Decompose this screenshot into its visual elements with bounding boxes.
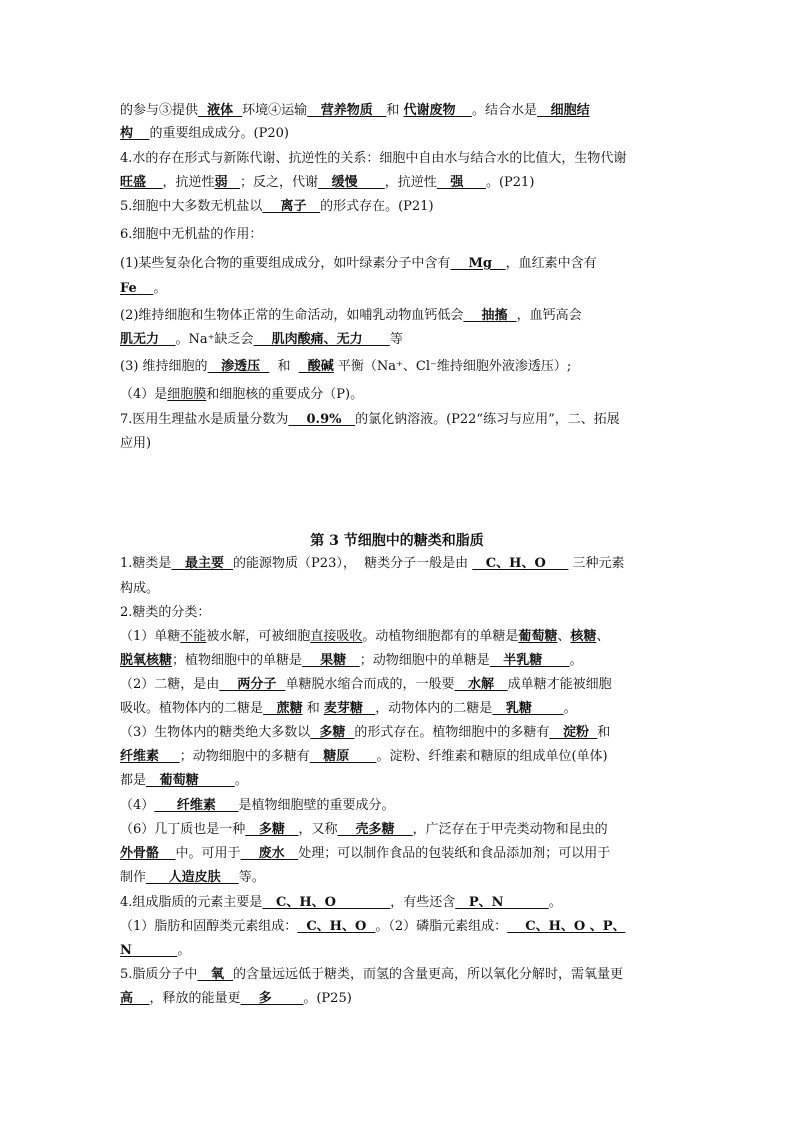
text-segment: ；动物细胞中的单糖是 — [359, 653, 490, 668]
underline-blank — [132, 943, 177, 958]
text-segment: (2)维持细胞和生物体正常的生命活动，如哺乳动物血钙低会 — [120, 308, 464, 323]
text-segment: 4.组成脂质的元素主要是 — [120, 895, 263, 910]
text-segment: ，广泛存在于甲壳类动物和昆虫的 — [412, 822, 608, 837]
answer-blank: 肌无力 — [120, 332, 160, 347]
text-line — [120, 555, 680, 573]
text-line — [120, 797, 680, 815]
answer-blank: 葡萄糖 — [518, 629, 558, 644]
text-line — [120, 966, 680, 984]
text-segment: 。 — [548, 895, 562, 910]
text-segment: 被水解，可被细胞 — [206, 629, 311, 644]
answer-blank: C、H、O — [297, 919, 376, 934]
text-line — [120, 580, 680, 598]
text-segment: （1）单糖 — [120, 629, 181, 644]
answer-blank: 最主要 — [171, 556, 234, 571]
answer-blank: 核糖 — [570, 629, 597, 644]
text-segment: ，抗逆性 — [384, 175, 437, 190]
text-segment: （4） — [120, 798, 155, 813]
text-segment: 。(P25) — [303, 991, 352, 1006]
text-segment: （3）生物体内的糖类绝大多数以 — [120, 725, 311, 740]
underline-blank — [363, 701, 375, 716]
text-line — [120, 280, 680, 298]
answer-blank: 果糖 — [302, 653, 360, 668]
answer-blank: 抽搐 — [463, 308, 517, 323]
text-line — [120, 125, 680, 143]
underline-blank — [455, 103, 472, 118]
text-segment: 是植物细胞壁的重要成分。 — [238, 798, 395, 813]
answer-blank: 两分子 — [219, 677, 286, 692]
answer-blank: 肌肉酸痛、无力 — [253, 332, 390, 347]
text-segment: 1.糖类是 — [120, 556, 172, 571]
answer-blank: 弱 — [214, 175, 228, 190]
text-segment: 。淀粉、纤维素和糖原的组成单位(单体) — [376, 749, 608, 764]
text-segment: 和 — [269, 359, 299, 374]
text-line — [120, 652, 680, 670]
answer-blank: 多糖 — [310, 725, 355, 740]
text-segment: ，血红素中含有 — [505, 256, 597, 271]
answer-blank: P、N — [455, 895, 549, 910]
answer-blank: 废水 — [240, 846, 299, 861]
underline-blank — [228, 175, 240, 190]
underline-blank — [133, 991, 150, 1006]
text-line — [120, 150, 680, 168]
text-line — [120, 676, 680, 694]
text-line — [120, 411, 680, 429]
underline-blank — [133, 126, 150, 141]
underline-blank — [159, 332, 176, 347]
text-segment: 等 — [389, 332, 403, 347]
text-line — [120, 700, 680, 718]
answer-blank: 淀粉 — [549, 725, 589, 740]
underline-blank: 直接吸收 — [310, 629, 363, 644]
text-segment: 中。可用于 — [175, 846, 241, 861]
text-segment: ，释放的能量更 — [149, 991, 241, 1006]
section-title: 第 3 节细胞中的糖类和脂质 — [310, 533, 484, 549]
text-line — [120, 628, 680, 646]
answer-blank: 渗透压 — [207, 359, 270, 374]
text-line — [120, 894, 680, 912]
text-segment: 等。 — [238, 870, 265, 885]
text-segment: 2.糖类的分类： — [120, 605, 211, 620]
text-segment: 的形式存在。植物细胞中的多糖有 — [354, 725, 550, 740]
text-segment: 。 — [234, 773, 248, 788]
text-segment: ，动物体内的二糖是 — [375, 701, 493, 716]
answer-blank: 构 — [120, 126, 134, 141]
text-line — [120, 102, 680, 120]
answer-blank: C、H、O — [262, 895, 391, 910]
text-segment: ；动物细胞中的多糖有 — [179, 749, 310, 764]
text-line — [120, 821, 680, 839]
text-segment: 和 — [597, 725, 611, 740]
text-segment: 7.医用生理盐水是质量分数为 — [120, 412, 289, 427]
text-segment: ，又称 — [298, 822, 338, 837]
text-line — [120, 307, 680, 325]
answer-blank: 外骨骼 — [120, 846, 160, 861]
answer-blank: 强 — [436, 175, 486, 190]
text-segment: 三种元素 — [568, 556, 625, 571]
answer-blank: 多糖 — [245, 822, 299, 837]
text-segment: 构成。 — [120, 581, 160, 596]
underline-blank: 不能 — [180, 629, 207, 644]
answer-blank: C、H、O — [472, 556, 569, 571]
text-segment: 。Na⁺缺乏会 — [175, 332, 254, 347]
answer-blank: 纤维素 — [120, 749, 160, 764]
text-line — [120, 174, 680, 192]
answer-blank: 麦芽糖 — [323, 701, 363, 716]
text-line — [120, 331, 680, 349]
text-segment: 的含量远远低于糖类，而氢的含量更高，所以氧化分解时，需氧量更 — [233, 967, 624, 982]
text-segment: 的重要组成成分。(P20) — [149, 126, 289, 141]
text-segment: 和 — [302, 701, 324, 716]
answer-blank: 营养物质 — [307, 103, 387, 118]
answer-blank: 代谢废物 — [403, 103, 456, 118]
text-segment: ，血钙高会 — [516, 308, 582, 323]
text-line — [120, 990, 680, 1008]
text-line — [120, 226, 680, 244]
text-segment: 应用) — [120, 436, 152, 451]
text-segment: 单糖脱水缩合而成的，一般要 — [285, 677, 455, 692]
text-segment: 。结合水是 — [471, 103, 537, 118]
text-segment: ，有些还含 — [390, 895, 456, 910]
answer-blank: 半乳糖 — [489, 653, 570, 668]
text-segment: 、 — [596, 629, 610, 644]
text-segment: 吸收。植物体内的二糖是 — [120, 701, 264, 716]
text-segment: （1）脂肪和固醇类元素组成： — [120, 919, 298, 934]
answer-blank: 旺盛 — [120, 175, 147, 190]
answer-blank: 液体 — [198, 103, 243, 118]
text-segment: 。 — [177, 943, 191, 958]
text-segment: 制作 — [120, 870, 147, 885]
text-segment: 5.细胞中大多数无机盐以 — [120, 199, 263, 214]
text-segment: 的形式存在。(P21) — [320, 199, 434, 214]
text-segment: 。动植物细胞都有的单糖是 — [362, 629, 519, 644]
answer-blank: 壳多糖 — [337, 822, 413, 837]
answer-blank: C、H、O 、P、 — [507, 919, 626, 934]
text-segment: 的氯化钠溶液。(P22“练习与应用”，二、拓展 — [355, 412, 620, 427]
answer-blank: Mg — [450, 256, 506, 271]
text-segment: （2）二糖，是由 — [120, 677, 220, 692]
text-segment: 和 — [386, 103, 404, 118]
underline-blank: 细胞膜 — [167, 387, 207, 402]
answer-blank: 高 — [120, 991, 134, 1006]
answer-blank: Fe — [120, 281, 137, 296]
text-segment: 成单糖才能被细胞 — [507, 677, 612, 692]
text-segment: 和细胞核的重要成分（P)。 — [206, 387, 364, 402]
text-segment: (3) 维持细胞的 — [120, 359, 208, 374]
text-line — [120, 845, 680, 863]
text-segment: （6）几丁质也是一种 — [120, 822, 246, 837]
text-line — [120, 772, 680, 790]
answer-blank: 0.9% — [288, 412, 356, 427]
text-line — [120, 198, 680, 216]
answer-blank: 细胞结 — [537, 103, 590, 118]
text-segment: 环境④运输 — [242, 103, 308, 118]
text-segment: 。(P21) — [485, 175, 535, 190]
underline-blank — [159, 846, 176, 861]
text-segment: 都是 — [120, 773, 147, 788]
text-segment: 。（2）磷脂元素组成： — [375, 919, 508, 934]
text-segment: ；反之，代谢 — [239, 175, 318, 190]
text-segment: 处理；可以制作食品的包装纸和食品添加剂；可以用于 — [298, 846, 611, 861]
underline-blank — [159, 749, 180, 764]
answer-blank: 葡萄糖 — [146, 773, 235, 788]
text-line — [120, 748, 680, 766]
text-line — [120, 358, 680, 376]
answer-blank: 多 — [240, 991, 304, 1006]
text-segment: ；植物细胞中的单糖是 — [172, 653, 303, 668]
answer-blank: 离子 — [262, 199, 321, 214]
underline-blank — [146, 175, 163, 190]
text-segment: 5.脂质分子中 — [120, 967, 198, 982]
answer-blank: 水解 — [454, 677, 508, 692]
text-line — [120, 918, 680, 936]
text-segment: 平衡（Na⁺、Cl⁻维持细胞外液渗透压）; — [333, 359, 572, 374]
text-segment: 。 — [153, 281, 167, 296]
text-line — [120, 724, 680, 742]
text-segment: 、 — [557, 629, 571, 644]
answer-blank: 纤维素 — [154, 798, 239, 813]
text-segment: (1)某些复杂化合物的重要组成成分，如叶绿素分子中含有 — [120, 256, 451, 271]
answer-blank: 脱氧核糖 — [120, 653, 173, 668]
text-segment: 。 — [569, 653, 583, 668]
text-segment: 的能源物质（P23）， 糖类分子一般是由 — [233, 556, 473, 571]
text-segment: ，抗逆性 — [162, 175, 215, 190]
answer-blank: 氧 — [197, 967, 234, 982]
answer-blank: 缓慢 — [318, 175, 385, 190]
answer-blank: 乳糖 — [492, 701, 564, 716]
answer-blank: 酸碱 — [298, 359, 334, 374]
text-line — [120, 869, 680, 887]
text-segment: 的参与③提供 — [120, 103, 199, 118]
text-segment: 6.细胞中无机盐的作用： — [120, 227, 263, 242]
text-segment: （4）是 — [120, 387, 168, 402]
text-line — [120, 435, 680, 453]
answer-blank: 蔗糖 — [263, 701, 303, 716]
answer-blank: 人造皮肤 — [146, 870, 239, 885]
text-segment: 4.水的存在形式与新陈代谢、抗逆性的关系：细胞中自由水与结合水的比值大，生物代谢 — [120, 151, 627, 166]
text-line — [120, 255, 680, 273]
answer-blank: 糖原 — [309, 749, 377, 764]
answer-blank: N — [120, 943, 132, 958]
text-line — [120, 386, 680, 404]
text-segment: 。 — [563, 701, 577, 716]
text-line — [120, 604, 680, 622]
text-line — [120, 942, 680, 960]
underline-blank — [589, 725, 597, 740]
underline-blank — [137, 281, 154, 296]
